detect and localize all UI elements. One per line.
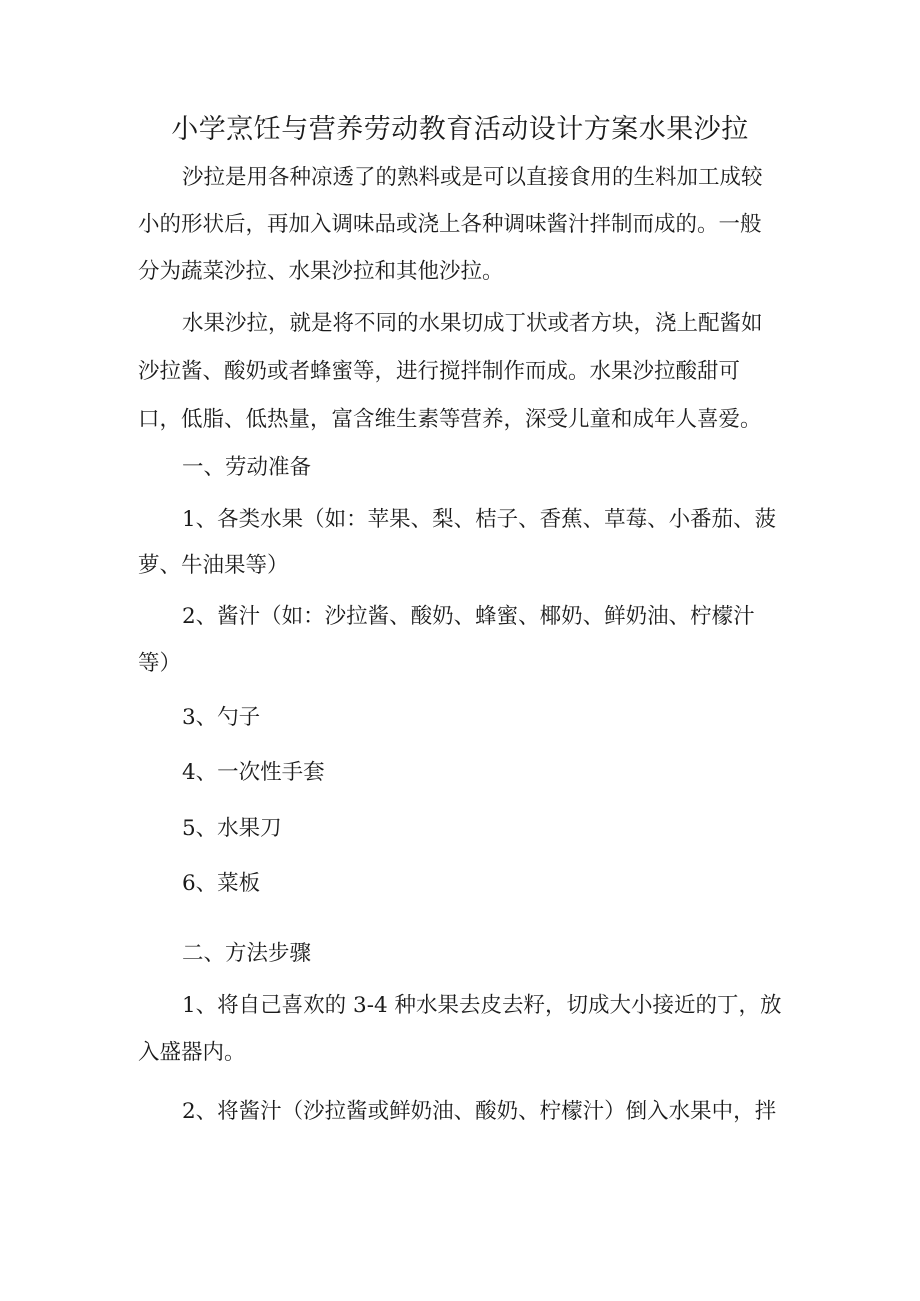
list-item: 1、将自己喜欢的 3-4 种水果去皮去籽，切成大小接近的丁，放 xyxy=(182,993,782,1018)
document-title: 小学烹饪与营养劳动教育活动设计方案水果沙拉 xyxy=(171,114,749,145)
paragraph-line: 水果沙拉，就是将不同的水果切成丁状或者方块，浇上配酱如 xyxy=(182,311,763,336)
paragraph-line: 小的形状后，再加入调味品或浇上各种调味酱汁拌制而成的。一般 xyxy=(138,212,762,237)
list-item: 3、勺子 xyxy=(182,705,261,730)
section-heading: 一、劳动准备 xyxy=(182,455,312,480)
section-heading: 二、方法步骤 xyxy=(182,941,312,966)
list-item: 4、一次性手套 xyxy=(182,760,325,785)
list-item: 6、菜板 xyxy=(182,871,261,896)
list-item: 1、各类水果（如：苹果、梨、桔子、香蕉、草莓、小番茄、菠 xyxy=(182,507,777,532)
list-item: 2、将酱汁（沙拉酱或鲜奶油、酸奶、柠檬汁）倒入水果中，拌 xyxy=(182,1099,777,1124)
paragraph-line: 沙拉是用各种凉透了的熟料或是可以直接食用的生料加工成较 xyxy=(182,165,763,190)
list-item-continued: 入盛器内。 xyxy=(138,1040,246,1065)
list-item: 5、水果刀 xyxy=(182,816,282,841)
list-item-continued: 萝、牛油果等） xyxy=(138,553,289,578)
paragraph-line: 沙拉酱、酸奶或者蜂蜜等，进行搅拌制作而成。水果沙拉酸甜可 xyxy=(138,359,741,384)
list-item: 2、酱汁（如：沙拉酱、酸奶、蜂蜜、椰奶、鲜奶油、柠檬汁 xyxy=(182,604,755,629)
list-item-continued: 等） xyxy=(138,651,182,676)
paragraph-line: 口，低脂、低热量，富含维生素等营养，深受儿童和成年人喜爱。 xyxy=(138,407,762,432)
paragraph-line: 分为蔬菜沙拉、水果沙拉和其他沙拉。 xyxy=(138,259,504,284)
